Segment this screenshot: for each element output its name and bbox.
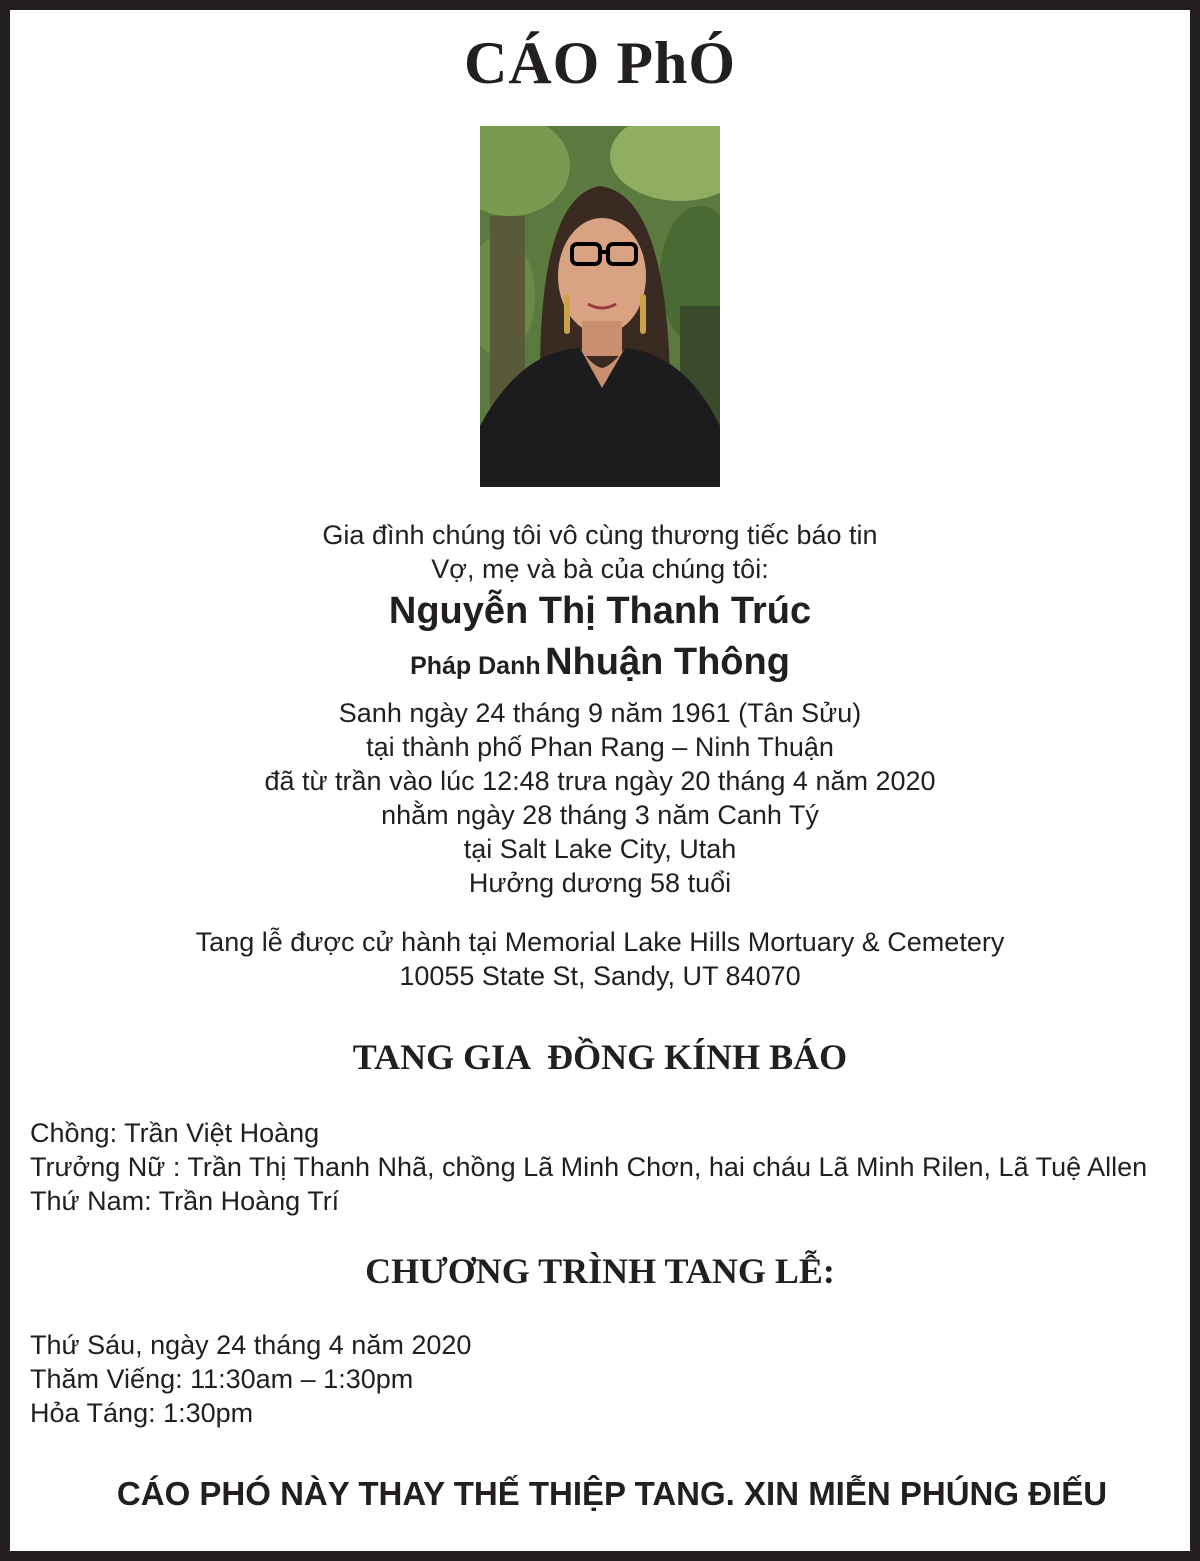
venue-address: 10055 State St, Sandy, UT 84070 — [399, 961, 801, 991]
family-member-daughter: Trưởng Nữ : Trần Thị Thanh Nhã, chồng Lã Minh Chơn, hai cháu Lã Minh Rilen, Lã Tuệ Allen — [30, 1152, 1148, 1182]
lunar-date: nhằm ngày 28 tháng 3 năm Canh Tý — [381, 800, 819, 830]
family-member-husband: Chồng: Trần Việt Hoàng — [30, 1118, 320, 1148]
program-date: Thứ Sáu, ngày 24 tháng 4 năm 2020 — [30, 1330, 472, 1360]
venue-line-1: Tang lễ được cử hành tại Memorial Lake Hills Mortuary & Cemetery — [195, 927, 1005, 957]
place-of-passing: tại Salt Lake City, Utah — [463, 834, 737, 864]
program-heading: CHƯƠNG TRÌNH TANG LỄ: — [365, 1251, 835, 1291]
page-title: CÁO PhÓ — [463, 30, 737, 96]
announcement — [0, 518, 1200, 900]
birth-date: Sanh ngày 24 tháng 9 năm 1961 (Tân Sửu) — [338, 698, 862, 728]
portrait-photo-icon — [480, 126, 720, 487]
dharma-label: Pháp Danh — [410, 652, 541, 680]
family-member-son: Thứ Nam: Trần Hoàng Trí — [30, 1186, 340, 1216]
passing-date: đã từ trần vào lúc 12:48 trưa ngày 20 tháng 4 năm 2020 — [264, 766, 936, 796]
portrait-photo — [480, 126, 720, 487]
dharma-name-line — [0, 636, 1200, 696]
deceased-name: Nguyễn Thị Thanh Trúc — [388, 590, 812, 632]
age-at-passing: Hưởng dương 58 tuổi — [468, 868, 732, 898]
program-list — [30, 1328, 1180, 1430]
program-visitation: Thăm Viếng: 11:30am – 1:30pm — [30, 1364, 414, 1394]
dharma-name: Nhuận Thông — [545, 641, 790, 683]
birthplace: tại thành phố Phan Rang – Ninh Thuận — [366, 732, 834, 762]
family-heading: TANG GIA ĐỒNG KÍNH BÁO — [352, 1037, 848, 1077]
program-cremation: Hỏa Táng: 1:30pm — [30, 1398, 254, 1428]
intro-line-2: Vợ, mẹ và bà của chúng tôi: — [431, 554, 769, 584]
family-list — [30, 1116, 1180, 1218]
footer-notice: CÁO PHÓ NÀY THAY THẾ THIỆP TANG. XIN MIỄN PHÚNG ĐIẾU — [116, 1475, 1108, 1512]
intro-line-1: Gia đình chúng tôi vô cùng thương tiếc báo tin — [322, 520, 878, 550]
venue — [0, 925, 1200, 993]
